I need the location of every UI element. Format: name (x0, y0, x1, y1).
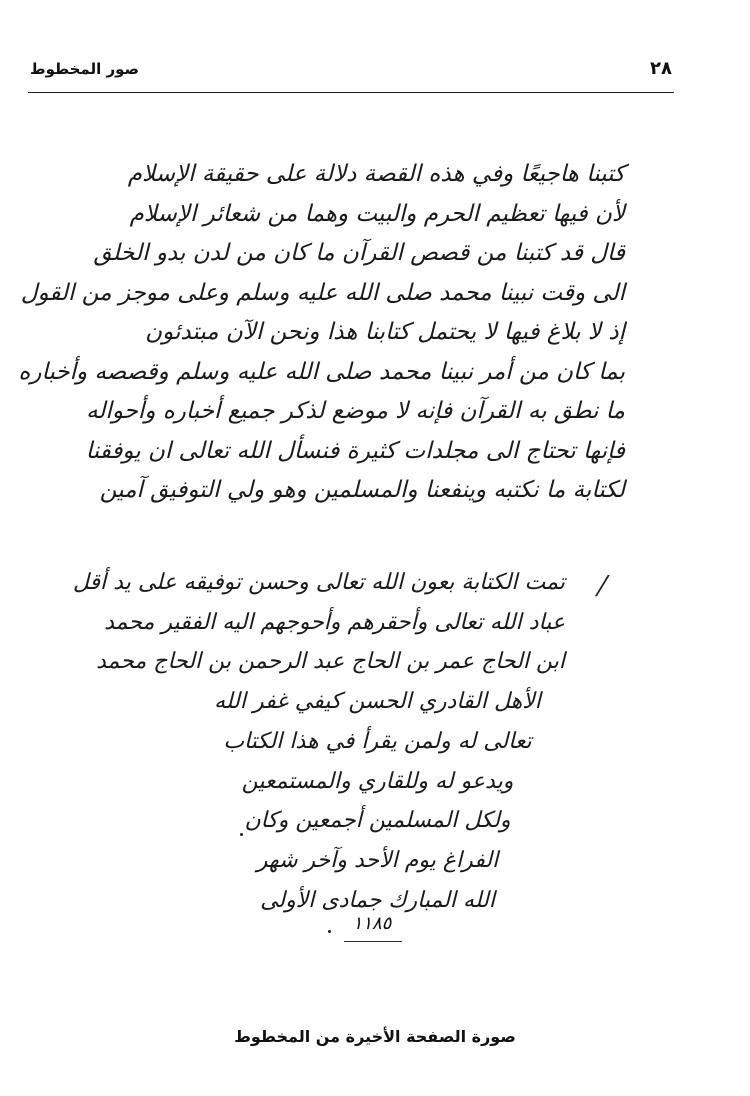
colophon-date: ١١٨٥ (352, 913, 392, 934)
colophon-line: الفراغ يوم الأحد وآخر شهر (256, 847, 499, 873)
margin-stroke-mark: ⁄ (600, 570, 605, 603)
figure-caption: صورة الصفحة الأخيرة من المخطوط (234, 1027, 516, 1046)
manuscript-line: قال قد كتبنا من قصص القرآن ما كان من لدن بدو الخلق (93, 240, 625, 266)
colophon-line: ابن الحاج عمر بن الحاج عبد الرحمن بن الحاج محمد (96, 649, 565, 675)
colophon-line: ويدعو له وللقاري والمستمعين (241, 768, 514, 794)
colophon-line: الله المبارك جمادى الأولى (260, 887, 495, 913)
running-title: صور المخطوط (30, 60, 139, 78)
manuscript-text-block (18, 155, 625, 511)
ink-speck (240, 833, 243, 836)
manuscript-line: لكتابة ما نكتبه وينفعنا والمسلمين وهو ولي التوفيق آمين (99, 477, 625, 503)
manuscript-line: إذ لا بلاغ فيها لا يحتمل كتابنا هذا ونحن الآن مبتدئون (145, 319, 625, 345)
colophon-line: الأهل القادري الحسن كيفي غفر الله (214, 689, 541, 715)
colophon-line: ولكل المسلمين أجمعين وكان (244, 808, 511, 834)
manuscript-line: ما نطق به القرآن فإنه لا موضع لذكر جميع أخباره وأحواله (86, 398, 625, 424)
header-rule (28, 92, 674, 93)
page-number: ٢٨ (650, 58, 672, 79)
colophon-line: تمت الكتابة بعون الله تعالى وحسن توفيقه على يد أقل (72, 570, 565, 595)
manuscript-line: الى وقت نبينا محمد صلى الله عليه وسلم وعلى موجز من القول (20, 279, 625, 306)
ink-speck (328, 930, 331, 933)
colophon-line: تعالى له ولمن يقرأ في هذا الكتاب (223, 728, 532, 754)
manuscript-line: بما كان من أمر نبينا محمد صلى الله عليه وسلم وقصصه وأخباره (18, 358, 625, 385)
colophon-block (72, 563, 565, 920)
date-underline (344, 941, 402, 942)
manuscript-line: لأن فيها تعظيم الحرم والبيت وهما من شعائر الإسلام (129, 200, 625, 227)
manuscript-line: كتبنا هاجيعًا وفي هذه القصة دلالة على حقيقة الإسلام (127, 161, 625, 187)
colophon-line: عباد الله تعالى وأحقرهم وأحوجهم اليه الفقير محمد (104, 609, 565, 635)
manuscript-line: فإنها تحتاج الى مجلدات كثيرة فنسأل الله تعالى ان يوفقنا (85, 437, 625, 464)
